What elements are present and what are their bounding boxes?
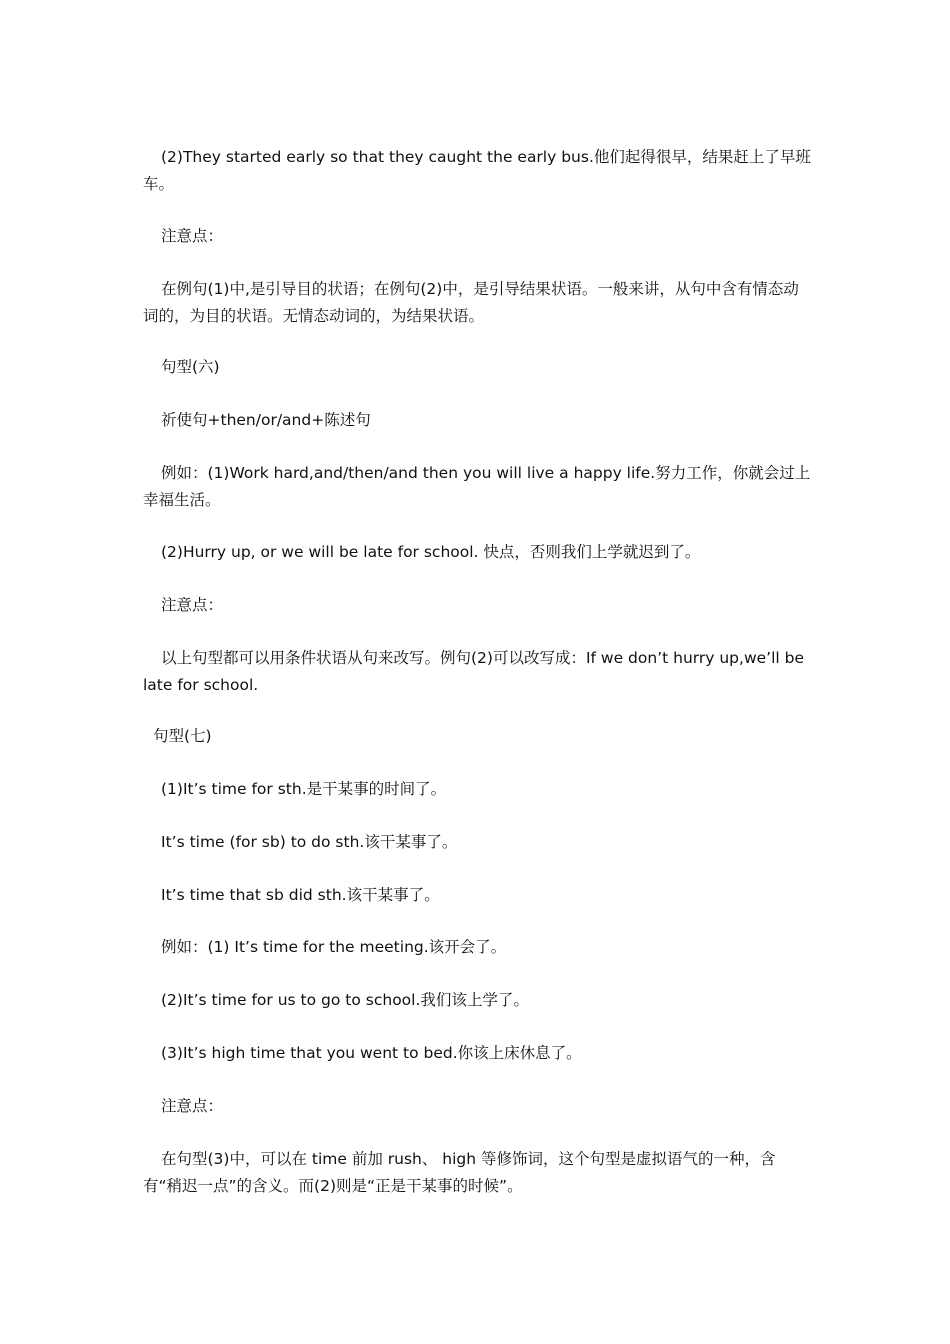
paragraph-example-1: 例如：(1)Work hard,and/then/and then you will live a happy life.努力工作，你就会过上幸福生活。 xyxy=(143,464,811,509)
paragraph-pattern-1: (1)It’s time for sth.是干某事的时间了。 xyxy=(161,780,447,798)
section-heading-7: 句型(七) xyxy=(153,727,212,745)
paragraph-note-heading: 注意点： xyxy=(161,227,224,245)
paragraph-note-text-2: 以上句型都可以用条件状语从句来改写。例句(2)可以改写成：If we don’t hurry up,we’ll be late for school. xyxy=(143,649,804,694)
paragraph-note-heading-3: 注意点： xyxy=(161,1097,224,1115)
paragraph-example-2: (2)They started early so that they caught the early bus.他们起得很早，结果赶上了早班车。 xyxy=(143,148,811,193)
paragraph-pattern-3: It’s time that sb did sth.该干某事了。 xyxy=(161,886,440,904)
paragraph-note-heading-2: 注意点： xyxy=(161,596,224,614)
section-heading-6: 句型(六) xyxy=(161,358,220,376)
paragraph-note-text-3: 在句型(3)中，可以在 time 前加 rush、 high 等修饰词，这个句型是虚拟语气的一种，含有“稍迟一点”的含义。而(2)则是“正是干某事的时候”。 xyxy=(143,1150,776,1195)
paragraph-example-time-2: (2)It’s time for us to go to school.我们该上学了。 xyxy=(161,991,529,1009)
paragraph-pattern-2: It’s time (for sb) to do sth.该干某事了。 xyxy=(161,833,458,851)
paragraph-example-time-1: 例如：(1) It’s time for the meeting.该开会了。 xyxy=(161,938,507,956)
paragraph-example-2b: (2)Hurry up, or we will be late for school. 快点，否则我们上学就迟到了。 xyxy=(161,543,701,561)
paragraph-example-time-3: (3)It’s high time that you went to bed.你该上床休息了。 xyxy=(161,1044,582,1062)
paragraph-pattern: 祈使句+then/or/and+陈述句 xyxy=(161,411,371,429)
paragraph-note-text: 在例句(1)中,是引导目的状语；在例句(2)中，是引导结果状语。一般来讲，从句中含有情态动词的，为目的状语。无情态动词的，为结果状语。 xyxy=(143,280,799,325)
